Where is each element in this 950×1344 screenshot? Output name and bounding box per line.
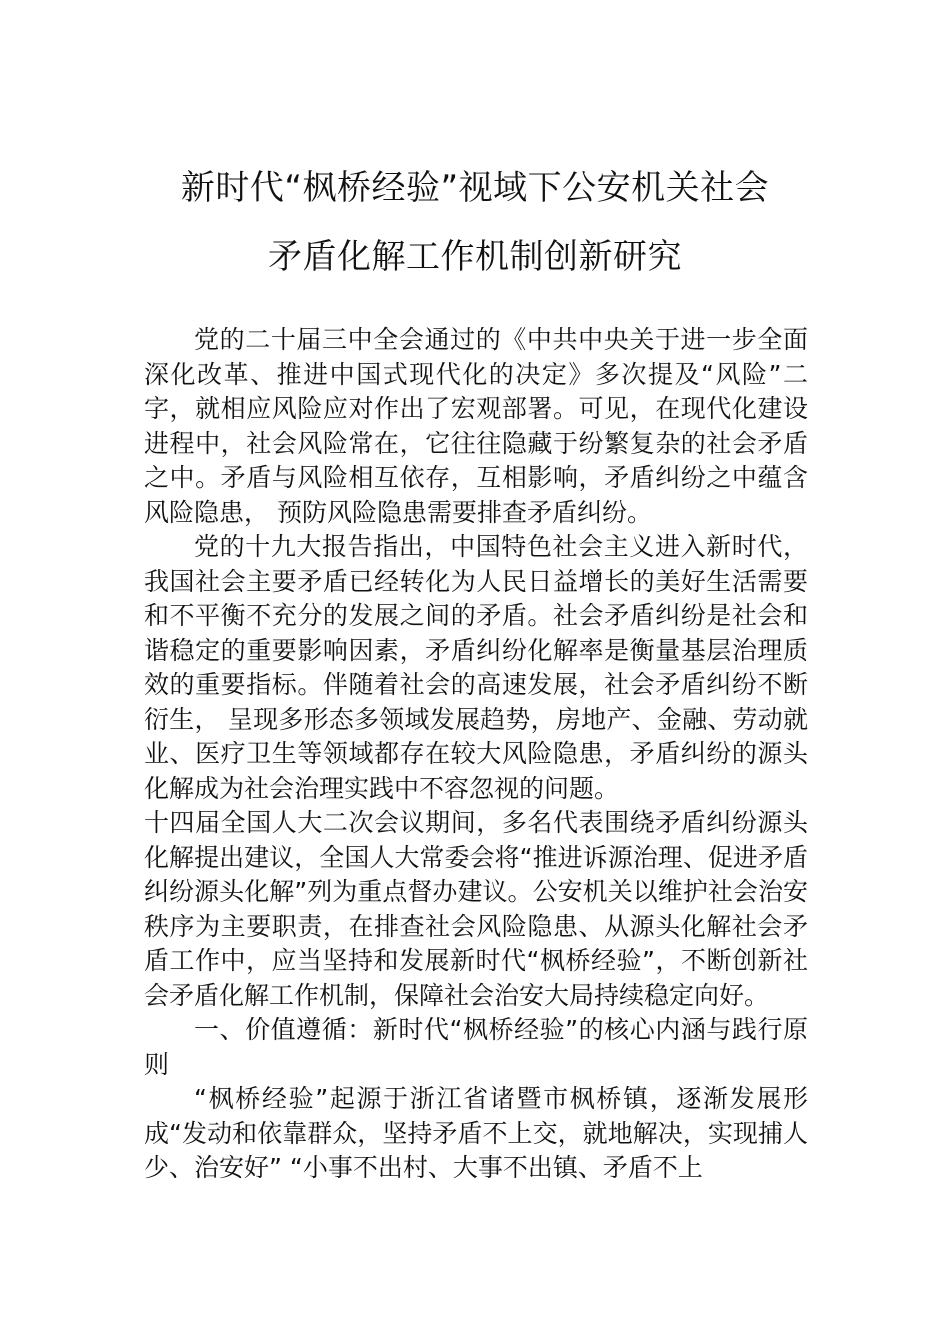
paragraph-nineteenth-congress: 党的十九大报告指出，中国特色社会主义进入新时代，我国社会主要矛盾已经转化为人民日益增长的美好生活需要和不平衡不充分的发展之间的矛盾。社会矛盾纠纷是社会和谐稳定的重要影响因素，矛盾纠纷化解率是衡量基层治理质效的重要指标。伴随着社会的高速发展，社会矛盾纠纷不断衍生， 呈现多形态多领域发展趋势，房地产、金融、劳动就业、医疗卫生等领域都存在较大风险隐患，矛盾纠纷的源头化解成为社会治理实践中不容忽视的问题。 bbox=[144, 532, 808, 803]
section-heading-1: 一、价值遵循：新时代“枫桥经验”的核心内涵与践行原则 bbox=[144, 1015, 808, 1079]
document-title-line-2: 矛盾化解工作机制创新研究 bbox=[268, 237, 682, 277]
paragraph-intro: 党的二十届三中全会通过的《中共中央关于进一步全面深化改革、推进中国式现代化的决定》多次提及“风险”二字，就相应风险应对作出了宏观部署。可见，在现代化建设进程中，社会风险常在，它往往隐藏于纷繁复杂的社会矛盾之中。矛盾与风险相互依存，互相影响，矛盾纠纷之中蕴含风险隐患， 预防风险隐患需要排查矛盾纠纷。 bbox=[144, 325, 808, 527]
document-body bbox=[144, 323, 808, 1186]
paragraph-npc-session: 十四届全国人大二次会议期间，多名代表围绕矛盾纠纷源头化解提出建议，全国人大常委会将“推进诉源治理、促进矛盾纠纷源头化解”列为重点督办建议。公安机关以维护社会治安秩序为主要职责，在排查社会风险隐患、从源头化解社会矛盾工作中，应当坚持和发展新时代“枫桥经验”，不断创新社会矛盾化解工作机制，保障社会治安大局持续稳定向好。 bbox=[144, 808, 808, 1010]
paragraph-fengqiao-origin: “枫桥经验”起源于浙江省诸暨市枫桥镇，逐渐发展形成“发动和依靠群众，坚持矛盾不上交，就地解决，实现捕人少、治安好” “小事不出村、大事不出镇、矛盾不上 bbox=[144, 1084, 808, 1182]
document-title-line-1: 新时代“枫桥经验”视域下公安机关社会 bbox=[180, 168, 770, 208]
